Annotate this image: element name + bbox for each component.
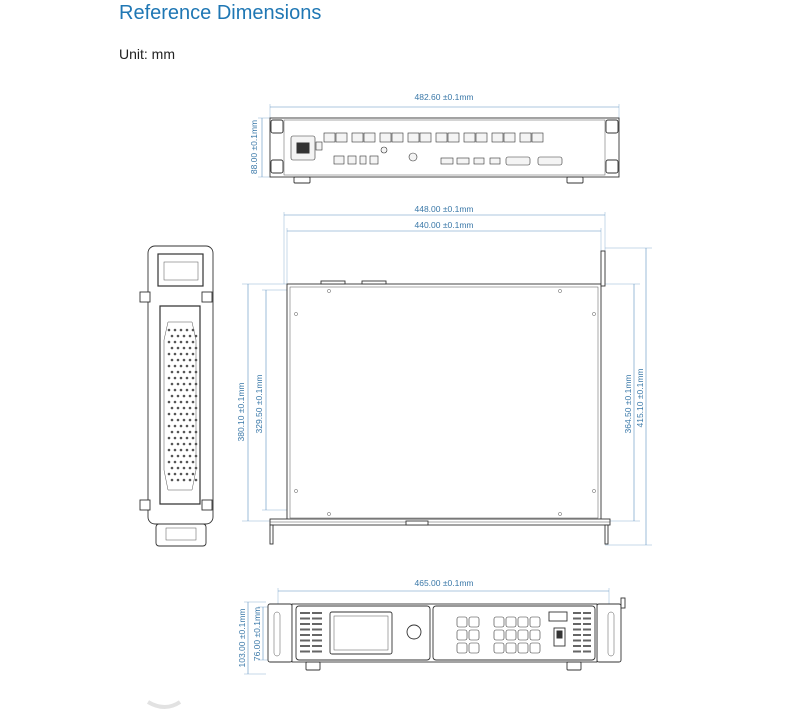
vent-hole bbox=[183, 431, 186, 434]
grille-slot bbox=[312, 640, 322, 642]
vent-hole bbox=[195, 419, 198, 422]
keypad-button bbox=[530, 643, 540, 653]
vent-hole bbox=[195, 479, 198, 482]
grille-slot bbox=[300, 623, 310, 625]
grille-slot bbox=[300, 640, 310, 642]
vent-hole bbox=[189, 335, 192, 338]
vent-hole bbox=[195, 347, 198, 350]
vent-hole bbox=[192, 473, 195, 476]
unit-label: Unit: mm bbox=[119, 46, 175, 62]
vent-hole bbox=[168, 365, 171, 368]
vent-hole bbox=[174, 437, 177, 440]
vent-hole bbox=[177, 431, 180, 434]
rear-height-label: 88.00 ±0.1mm bbox=[249, 119, 259, 175]
vent-hole bbox=[189, 419, 192, 422]
vent-hole bbox=[177, 455, 180, 458]
keypad-button bbox=[494, 617, 504, 627]
vent-hole bbox=[189, 359, 192, 362]
vent-hole bbox=[189, 479, 192, 482]
vent-hole bbox=[180, 437, 183, 440]
vent-hole bbox=[189, 395, 192, 398]
vent-hole bbox=[171, 359, 174, 362]
vent-hole bbox=[192, 353, 195, 356]
vent-hole bbox=[195, 443, 198, 446]
grille-slot bbox=[583, 623, 591, 625]
vent-hole bbox=[183, 359, 186, 362]
vent-hole bbox=[174, 329, 177, 332]
vent-hole bbox=[183, 395, 186, 398]
grille-slot bbox=[573, 623, 581, 625]
vent-hole bbox=[171, 347, 174, 350]
vent-hole bbox=[177, 371, 180, 374]
front-view bbox=[237, 578, 625, 674]
grille-slot bbox=[300, 645, 310, 647]
vent-hole bbox=[189, 371, 192, 374]
grille-slot bbox=[300, 618, 310, 620]
vent-hole bbox=[168, 413, 171, 416]
vent-hole bbox=[180, 461, 183, 464]
vent-hole bbox=[171, 419, 174, 422]
vent-hole bbox=[180, 365, 183, 368]
vent-hole bbox=[171, 455, 174, 458]
keypad-button bbox=[469, 630, 479, 640]
grille-slot bbox=[573, 629, 581, 631]
vent-hole bbox=[168, 437, 171, 440]
page-title: Reference Dimensions bbox=[119, 2, 322, 24]
keypad-button bbox=[506, 643, 516, 653]
knob-icon bbox=[407, 625, 421, 639]
vent-hole bbox=[177, 443, 180, 446]
vent-hole bbox=[195, 407, 198, 410]
vent-hole bbox=[177, 419, 180, 422]
grille-slot bbox=[583, 618, 591, 620]
vent-hole bbox=[186, 425, 189, 428]
vent-hole bbox=[174, 461, 177, 464]
vent-hole bbox=[195, 467, 198, 470]
top-outer-depth-label: 380.10 ±0.1mm bbox=[236, 382, 246, 442]
vent-hole bbox=[192, 341, 195, 344]
vent-hole bbox=[189, 407, 192, 410]
keypad-button bbox=[469, 617, 479, 627]
grille-slot bbox=[300, 612, 310, 614]
top-outer-width-label: 448.00 ±0.1mm bbox=[414, 204, 474, 214]
vent-hole bbox=[177, 347, 180, 350]
vent-hole bbox=[195, 455, 198, 458]
vent-hole bbox=[180, 401, 183, 404]
vent-hole bbox=[180, 353, 183, 356]
vent-hole bbox=[186, 473, 189, 476]
vent-hole bbox=[171, 383, 174, 386]
vent-hole bbox=[168, 461, 171, 464]
vent-hole bbox=[186, 461, 189, 464]
grille-slot bbox=[573, 612, 581, 614]
vent-hole bbox=[192, 401, 195, 404]
vent-hole bbox=[195, 383, 198, 386]
grille-slot bbox=[573, 618, 581, 620]
vent-hole bbox=[192, 365, 195, 368]
keypad-button bbox=[457, 643, 467, 653]
vent-hole bbox=[183, 347, 186, 350]
vent-hole bbox=[186, 341, 189, 344]
grille-slot bbox=[583, 612, 591, 614]
vent-hole bbox=[180, 413, 183, 416]
keypad-button bbox=[518, 617, 528, 627]
vent-hole bbox=[177, 407, 180, 410]
vent-hole bbox=[189, 467, 192, 470]
front-width-label: 465.00 ±0.1mm bbox=[414, 578, 474, 588]
vent-hole bbox=[183, 443, 186, 446]
vent-hole bbox=[171, 371, 174, 374]
vent-hole bbox=[186, 365, 189, 368]
vent-hole bbox=[192, 437, 195, 440]
vent-hole bbox=[171, 407, 174, 410]
vent-hole bbox=[189, 347, 192, 350]
vent-hole bbox=[177, 383, 180, 386]
keypad-button bbox=[530, 617, 540, 627]
keypad-button bbox=[518, 643, 528, 653]
grille-slot bbox=[312, 623, 322, 625]
vent-hole bbox=[183, 455, 186, 458]
vent-hole bbox=[183, 467, 186, 470]
vent-hole bbox=[180, 473, 183, 476]
vent-hole bbox=[183, 419, 186, 422]
vent-hole bbox=[180, 389, 183, 392]
rear-width-label: 482.60 ±0.1mm bbox=[414, 92, 474, 102]
vent-hole bbox=[177, 479, 180, 482]
vent-hole bbox=[189, 443, 192, 446]
keypad-button bbox=[506, 617, 516, 627]
vent-hole bbox=[174, 389, 177, 392]
vent-hole bbox=[174, 449, 177, 452]
keypad-button bbox=[494, 643, 504, 653]
grille-slot bbox=[312, 612, 322, 614]
grille-slot bbox=[312, 651, 322, 653]
top-inner-depth-label: 329.50 ±0.1mm bbox=[254, 374, 264, 434]
vent-hole bbox=[171, 467, 174, 470]
front-outer-height-label: 103.00 ±0.1mm bbox=[237, 608, 247, 668]
vent-hole bbox=[195, 395, 198, 398]
top-view bbox=[236, 204, 652, 545]
vent-hole bbox=[174, 377, 177, 380]
grille-slot bbox=[583, 640, 591, 642]
vent-hole bbox=[192, 413, 195, 416]
vent-hole bbox=[180, 449, 183, 452]
vent-hole bbox=[192, 461, 195, 464]
vent-hole bbox=[180, 377, 183, 380]
vent-hole bbox=[195, 359, 198, 362]
grille-slot bbox=[583, 634, 591, 636]
vent-hole bbox=[174, 365, 177, 368]
vent-hole bbox=[186, 353, 189, 356]
vent-hole bbox=[192, 449, 195, 452]
vent-hole bbox=[174, 353, 177, 356]
grille-slot bbox=[300, 634, 310, 636]
side-outer-depth-label: 415.10 ±0.1mm bbox=[635, 368, 645, 428]
brand-badge bbox=[549, 612, 567, 621]
grille-slot bbox=[583, 629, 591, 631]
vent-hole bbox=[171, 443, 174, 446]
grille-slot bbox=[583, 645, 591, 647]
top-inner-width-label: 440.00 ±0.1mm bbox=[414, 220, 474, 230]
vent-hole bbox=[186, 437, 189, 440]
grille-slot bbox=[312, 634, 322, 636]
vent-hole bbox=[168, 353, 171, 356]
vent-hole bbox=[180, 329, 183, 332]
vent-hole bbox=[192, 425, 195, 428]
vent-hole bbox=[192, 329, 195, 332]
vent-hole bbox=[186, 377, 189, 380]
vent-hole bbox=[174, 473, 177, 476]
vent-hole bbox=[186, 413, 189, 416]
vent-hole bbox=[183, 335, 186, 338]
vent-hole bbox=[171, 335, 174, 338]
vent-hole bbox=[180, 425, 183, 428]
grille-slot bbox=[300, 629, 310, 631]
decorative-arc bbox=[148, 702, 180, 707]
vent-hole bbox=[183, 407, 186, 410]
vent-hole bbox=[186, 389, 189, 392]
grille-slot bbox=[312, 645, 322, 647]
grille-slot bbox=[583, 651, 591, 653]
vent-hole bbox=[174, 425, 177, 428]
vent-hole bbox=[168, 473, 171, 476]
vent-hole bbox=[177, 359, 180, 362]
vent-hole bbox=[192, 377, 195, 380]
vent-hole bbox=[168, 329, 171, 332]
side-view bbox=[140, 246, 213, 546]
keypad-button bbox=[469, 643, 479, 653]
vent-hole bbox=[183, 371, 186, 374]
vent-hole bbox=[171, 479, 174, 482]
grille-slot bbox=[573, 651, 581, 653]
vent-hole bbox=[177, 335, 180, 338]
vent-hole bbox=[177, 395, 180, 398]
lcd-screen bbox=[330, 612, 392, 654]
vent-hole bbox=[180, 341, 183, 344]
vent-hole bbox=[183, 479, 186, 482]
vent-hole bbox=[192, 389, 195, 392]
vent-hole bbox=[186, 329, 189, 332]
vent-hole bbox=[186, 449, 189, 452]
keypad-button bbox=[457, 630, 467, 640]
vent-hole bbox=[195, 431, 198, 434]
vent-hole bbox=[195, 335, 198, 338]
keypad-button bbox=[530, 630, 540, 640]
vent-hole bbox=[189, 455, 192, 458]
vent-hole bbox=[168, 449, 171, 452]
vent-hole bbox=[168, 341, 171, 344]
vent-hole bbox=[183, 383, 186, 386]
vent-hole bbox=[195, 371, 198, 374]
vent-hole bbox=[168, 401, 171, 404]
vent-hole bbox=[189, 383, 192, 386]
vent-hole bbox=[174, 401, 177, 404]
grille-slot bbox=[300, 651, 310, 653]
front-inner-height-label: 76.00 ±0.1mm bbox=[252, 606, 262, 662]
vent-hole bbox=[174, 413, 177, 416]
vent-hole bbox=[168, 425, 171, 428]
keypad-button bbox=[506, 630, 516, 640]
keypad-button bbox=[457, 617, 467, 627]
keypad bbox=[457, 617, 540, 653]
side-inner-depth-label: 364.50 ±0.1mm bbox=[623, 374, 633, 434]
vent-hole bbox=[177, 467, 180, 470]
vent-hole bbox=[189, 431, 192, 434]
grille-slot bbox=[312, 629, 322, 631]
grille-slot bbox=[573, 640, 581, 642]
rear-view bbox=[249, 92, 619, 183]
vent-hole bbox=[171, 395, 174, 398]
grille-slot bbox=[312, 618, 322, 620]
keypad-button bbox=[494, 630, 504, 640]
vent-hole bbox=[186, 401, 189, 404]
vent-hole bbox=[168, 389, 171, 392]
keypad-button bbox=[518, 630, 528, 640]
vent-hole bbox=[168, 377, 171, 380]
vent-hole bbox=[171, 431, 174, 434]
vent-hole bbox=[174, 341, 177, 344]
grille-slot bbox=[573, 645, 581, 647]
grille-slot bbox=[573, 634, 581, 636]
